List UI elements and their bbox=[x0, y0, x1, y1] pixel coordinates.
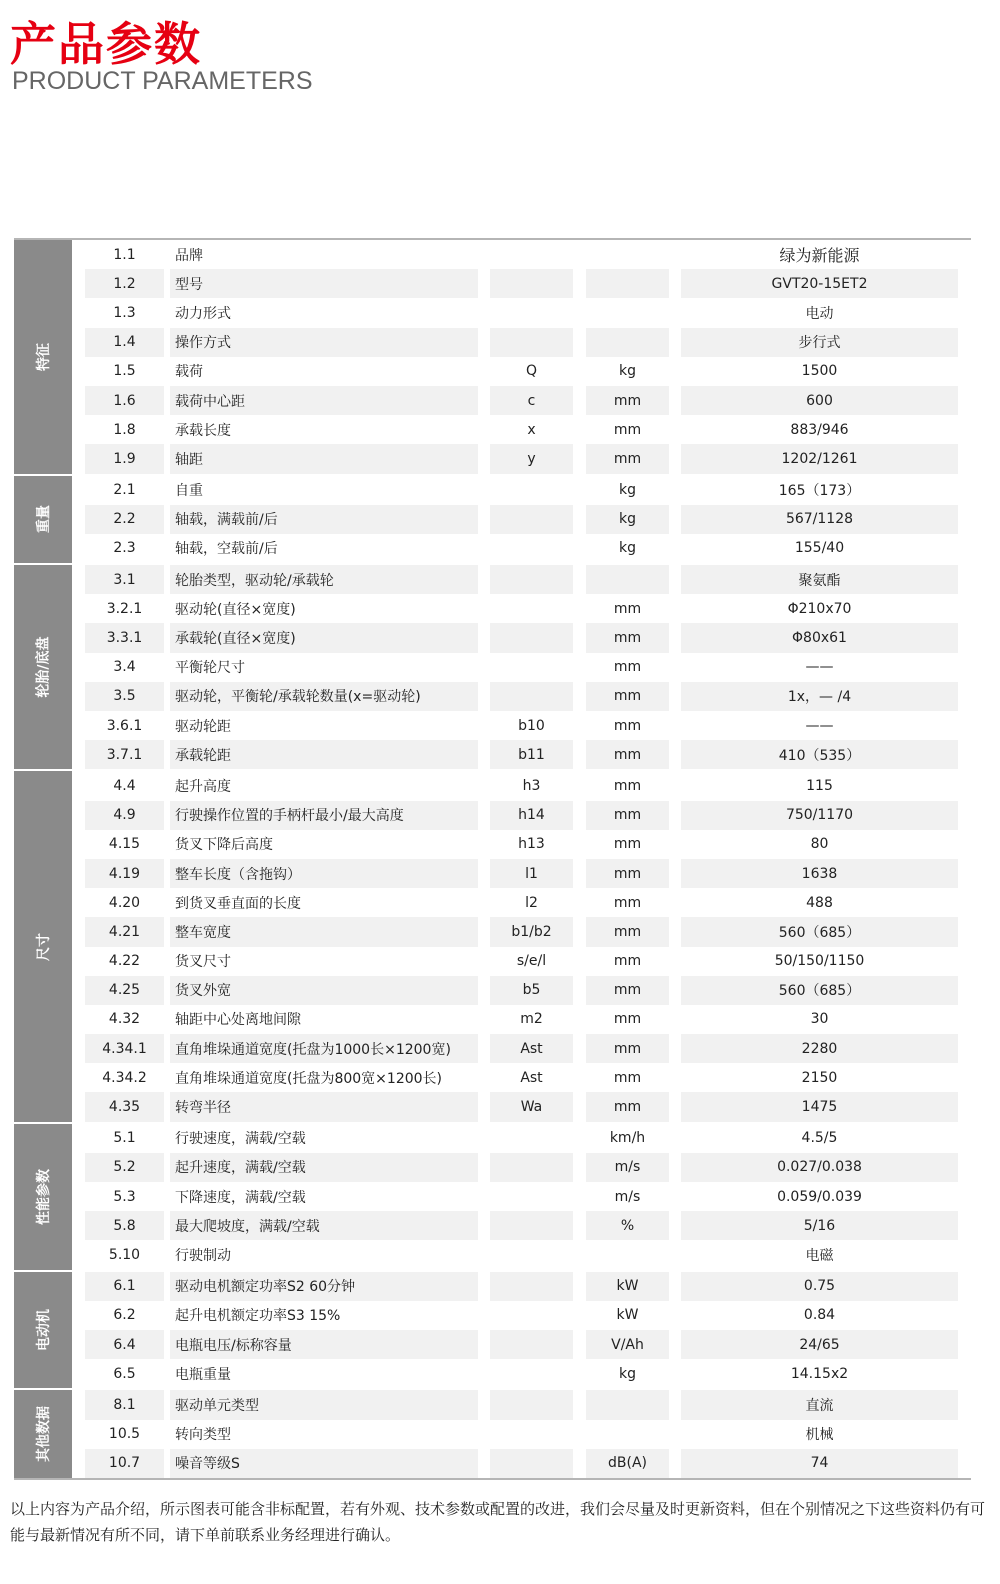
parameter-unit: mm bbox=[613, 1069, 642, 1086]
table-row bbox=[72, 240, 971, 269]
parameter-value: 600 bbox=[681, 386, 958, 415]
parameter-symbol: l1 bbox=[490, 859, 573, 888]
parameter-symbol bbox=[490, 1330, 573, 1359]
table-row bbox=[72, 1449, 971, 1478]
parameter-value: 80 bbox=[810, 836, 829, 853]
row-number: 4.9 bbox=[85, 801, 164, 830]
parameter-symbol: l2 bbox=[525, 894, 538, 911]
parameter-value: 115 bbox=[806, 777, 833, 794]
section-6 bbox=[14, 1388, 971, 1478]
parameter-unit bbox=[586, 1240, 669, 1269]
section-4 bbox=[14, 1122, 971, 1270]
table-row bbox=[72, 682, 971, 711]
parameter-value: 4.5/5 bbox=[801, 1130, 838, 1147]
parameter-name: 货叉外宽 bbox=[170, 976, 478, 1005]
parameter-name: 直角堆垛通道宽度(托盘为800宽×1200长) bbox=[175, 1070, 443, 1087]
parameter-name: 平衡轮尺寸 bbox=[175, 660, 245, 677]
parameter-symbol: h13 bbox=[518, 836, 545, 853]
parameter-symbol: h14 bbox=[490, 801, 573, 830]
parameter-unit: mm bbox=[613, 836, 642, 853]
parameter-unit: mm bbox=[586, 386, 669, 415]
parameter-symbol bbox=[490, 1420, 573, 1449]
parameter-symbol bbox=[490, 1390, 573, 1419]
table-row bbox=[72, 328, 971, 357]
section-label bbox=[14, 1272, 72, 1389]
parameter-unit: mm bbox=[613, 1011, 642, 1028]
parameter-name: 直角堆垛通道宽度(托盘为1000长×1200宽) bbox=[170, 1034, 478, 1063]
row-number: 1.2 bbox=[85, 269, 164, 298]
parameter-value: 绿为新能源 bbox=[779, 246, 860, 266]
parameter-symbol bbox=[490, 1272, 573, 1301]
table-row bbox=[72, 711, 971, 740]
parameter-name: 电瓶电压/标称容量 bbox=[170, 1330, 478, 1359]
row-number: 8.1 bbox=[85, 1390, 164, 1419]
parameter-name: 货叉下降后高度 bbox=[175, 837, 273, 854]
parameter-name: 载荷 bbox=[175, 364, 203, 381]
parameter-value: 电磁 bbox=[805, 1247, 834, 1264]
table-row bbox=[72, 594, 971, 623]
row-number: 5.10 bbox=[108, 1246, 141, 1263]
parameter-name: 整车长度（含拖钩） bbox=[170, 859, 478, 888]
table-row bbox=[72, 947, 971, 976]
parameter-name: 操作方式 bbox=[170, 328, 478, 357]
parameter-value: 电动 bbox=[805, 305, 834, 322]
parameter-unit: mm bbox=[613, 600, 642, 617]
parameter-symbol bbox=[490, 565, 573, 594]
parameter-symbol: b5 bbox=[490, 976, 573, 1005]
row-number: 1.9 bbox=[85, 444, 164, 473]
table-row bbox=[72, 1034, 971, 1063]
row-number: 4.25 bbox=[85, 976, 164, 1005]
table-row bbox=[72, 565, 971, 594]
parameter-name: 自重 bbox=[175, 483, 203, 500]
row-number: 6.5 bbox=[113, 1365, 136, 1382]
table-row bbox=[72, 1390, 971, 1419]
parameter-name: 承载轮(直径×宽度) bbox=[170, 623, 478, 652]
parameter-value: 1500 bbox=[801, 363, 838, 380]
parameter-unit bbox=[586, 298, 669, 327]
section-rows bbox=[72, 565, 971, 769]
parameter-name: 行驶速度，满载/空载 bbox=[175, 1131, 306, 1148]
parameter-symbol: m2 bbox=[520, 1011, 543, 1028]
parameter-name: 驱动轮(直径×宽度) bbox=[175, 601, 296, 618]
parameter-symbol bbox=[490, 1211, 573, 1240]
parameter-unit: mm bbox=[613, 894, 642, 911]
parameter-unit: mm bbox=[586, 623, 669, 652]
parameter-value: 750/1170 bbox=[681, 801, 958, 830]
parameter-value: 0.059/0.039 bbox=[777, 1188, 862, 1205]
parameter-unit: V/Ah bbox=[586, 1330, 669, 1359]
parameter-unit: mm bbox=[586, 682, 669, 711]
table-row bbox=[72, 1420, 971, 1449]
row-number: 6.1 bbox=[85, 1272, 164, 1301]
row-number: 5.3 bbox=[113, 1188, 136, 1205]
parameter-name: 下降速度，满载/空载 bbox=[175, 1189, 306, 1206]
parameter-symbol bbox=[490, 240, 573, 269]
parameter-symbol bbox=[490, 682, 573, 711]
section-label bbox=[14, 240, 72, 474]
row-number: 5.1 bbox=[113, 1130, 136, 1147]
section-label-text: 性能参数 bbox=[36, 1168, 52, 1225]
parameter-unit: mm bbox=[586, 740, 669, 769]
row-number: 6.4 bbox=[85, 1330, 164, 1359]
parameter-unit: mm bbox=[586, 859, 669, 888]
parameter-unit: mm bbox=[613, 659, 642, 676]
parameter-name: 到货叉垂直面的长度 bbox=[175, 895, 301, 912]
parameter-unit: mm bbox=[586, 976, 669, 1005]
parameter-unit: m/s bbox=[586, 1153, 669, 1182]
section-2 bbox=[14, 563, 971, 769]
parameter-value: 1x，— /4 bbox=[681, 682, 958, 711]
table-row bbox=[72, 444, 971, 473]
row-number: 4.4 bbox=[113, 777, 136, 794]
parameter-symbol: b1/b2 bbox=[490, 917, 573, 946]
table-row bbox=[72, 1330, 971, 1359]
parameter-unit: kg bbox=[619, 363, 636, 380]
parameter-value: 14.15x2 bbox=[790, 1365, 849, 1382]
parameter-name: 电瓶重量 bbox=[175, 1366, 231, 1383]
table-row bbox=[72, 740, 971, 769]
parameter-unit: mm bbox=[613, 953, 642, 970]
parameter-symbol bbox=[490, 505, 573, 534]
parameter-name: 最大爬坡度，满载/空载 bbox=[170, 1211, 478, 1240]
table-row bbox=[72, 830, 971, 859]
parameter-value: Φ210x70 bbox=[787, 600, 852, 617]
parameter-name: 行驶操作位置的手柄杆最小/最大高度 bbox=[170, 801, 478, 830]
parameter-unit bbox=[586, 565, 669, 594]
parameter-name: 承载长度 bbox=[175, 422, 231, 439]
table-row bbox=[72, 976, 971, 1005]
parameter-unit bbox=[586, 1390, 669, 1419]
table-row bbox=[72, 917, 971, 946]
section-label-text: 其他数据 bbox=[36, 1406, 52, 1463]
parameter-symbol bbox=[490, 298, 573, 327]
parameter-value: 聚氨酯 bbox=[681, 565, 958, 594]
parameter-unit: kW bbox=[586, 1272, 669, 1301]
parameter-unit: kg bbox=[619, 1365, 636, 1382]
row-number: 1.4 bbox=[85, 328, 164, 357]
table-row bbox=[72, 1153, 971, 1182]
section-label-text: 尺寸 bbox=[36, 932, 52, 961]
section-0 bbox=[14, 240, 971, 474]
section-5 bbox=[14, 1270, 971, 1389]
row-number: 1.5 bbox=[113, 363, 136, 380]
row-number: 4.34.1 bbox=[85, 1034, 164, 1063]
table-row bbox=[72, 476, 971, 505]
table-row bbox=[72, 623, 971, 652]
parameter-symbol: c bbox=[490, 386, 573, 415]
parameter-value: 0.027/0.038 bbox=[681, 1153, 958, 1182]
parameter-value: 1475 bbox=[681, 1092, 958, 1121]
parameter-name: 起升速度，满载/空载 bbox=[170, 1153, 478, 1182]
parameter-name: 驱动轮，平衡轮/承载轮数量(x=驱动轮) bbox=[170, 682, 478, 711]
parameter-value: Φ80x61 bbox=[681, 623, 958, 652]
parameter-unit bbox=[586, 328, 669, 357]
parameter-value: 24/65 bbox=[681, 1330, 958, 1359]
parameter-unit: mm bbox=[613, 777, 642, 794]
parameter-value: 2150 bbox=[801, 1069, 838, 1086]
parameter-value: 5/16 bbox=[681, 1211, 958, 1240]
parameter-value: —— bbox=[805, 717, 834, 734]
row-number: 3.1 bbox=[85, 565, 164, 594]
parameter-name: 噪音等级S bbox=[170, 1449, 478, 1478]
section-rows bbox=[72, 1124, 971, 1270]
table-row bbox=[72, 1211, 971, 1240]
table-row bbox=[72, 386, 971, 415]
parameter-symbol bbox=[490, 328, 573, 357]
parameter-symbol: Q bbox=[525, 363, 538, 380]
section-label bbox=[14, 1124, 72, 1270]
section-rows bbox=[72, 240, 971, 474]
parameter-symbol bbox=[490, 1449, 573, 1478]
section-label bbox=[14, 1390, 72, 1478]
parameter-name: 轴距 bbox=[170, 444, 478, 473]
table-row bbox=[72, 415, 971, 444]
section-label-text: 特征 bbox=[36, 342, 52, 371]
row-number: 4.35 bbox=[85, 1092, 164, 1121]
parameter-value: 2280 bbox=[681, 1034, 958, 1063]
row-number: 4.15 bbox=[108, 836, 141, 853]
row-number: 5.8 bbox=[85, 1211, 164, 1240]
page-title: 产品参数 bbox=[10, 17, 202, 71]
parameter-name: 驱动单元类型 bbox=[170, 1390, 478, 1419]
table-row bbox=[72, 298, 971, 327]
parameter-unit: mm bbox=[613, 421, 642, 438]
parameter-unit: m/s bbox=[614, 1188, 641, 1205]
parameter-symbol bbox=[490, 1182, 573, 1211]
table-row bbox=[72, 1182, 971, 1211]
parameter-name: 转弯半径 bbox=[170, 1092, 478, 1121]
parameter-value: 1638 bbox=[681, 859, 958, 888]
parameter-value: 488 bbox=[806, 894, 833, 911]
parameter-value: 883/946 bbox=[790, 421, 849, 438]
row-number: 6.2 bbox=[113, 1307, 136, 1324]
table-row bbox=[72, 888, 971, 917]
table-row bbox=[72, 505, 971, 534]
parameter-name: 动力形式 bbox=[175, 305, 231, 322]
parameter-symbol bbox=[490, 1153, 573, 1182]
parameter-value: 567/1128 bbox=[681, 505, 958, 534]
parameter-unit: mm bbox=[586, 1092, 669, 1121]
parameter-symbol: h3 bbox=[522, 777, 541, 794]
parameter-unit: % bbox=[586, 1211, 669, 1240]
row-number: 4.32 bbox=[108, 1011, 141, 1028]
parameter-value: 560（685） bbox=[681, 976, 958, 1005]
row-number: 1.6 bbox=[85, 386, 164, 415]
parameter-value: 50/150/1150 bbox=[774, 953, 865, 970]
parameter-name: 轴载，空载前/后 bbox=[175, 541, 278, 558]
row-number: 3.2.1 bbox=[106, 600, 143, 617]
parameter-symbol: b10 bbox=[518, 717, 545, 734]
parameter-value: 560（685） bbox=[681, 917, 958, 946]
parameter-symbol: s/e/l bbox=[516, 953, 547, 970]
parameter-name: 载荷中心距 bbox=[170, 386, 478, 415]
parameter-symbol: b11 bbox=[490, 740, 573, 769]
parameter-symbol: y bbox=[490, 444, 573, 473]
table-row bbox=[72, 357, 971, 386]
parameter-value: 410（535） bbox=[681, 740, 958, 769]
parameter-unit: mm bbox=[586, 1034, 669, 1063]
parameter-value: —— bbox=[805, 659, 834, 676]
parameter-name: 轮胎类型，驱动轮/承载轮 bbox=[170, 565, 478, 594]
parameter-value: 直流 bbox=[681, 1390, 958, 1419]
table-row bbox=[72, 1301, 971, 1330]
table-row bbox=[72, 801, 971, 830]
parameter-value: 74 bbox=[681, 1449, 958, 1478]
row-number: 1.8 bbox=[113, 421, 136, 438]
row-number: 5.2 bbox=[85, 1153, 164, 1182]
table-row bbox=[72, 1124, 971, 1153]
row-number: 1.3 bbox=[113, 304, 136, 321]
row-number: 4.19 bbox=[85, 859, 164, 888]
parameter-unit bbox=[586, 240, 669, 269]
table-row bbox=[72, 1359, 971, 1388]
parameter-unit: mm bbox=[586, 801, 669, 830]
row-number: 10.5 bbox=[108, 1426, 141, 1443]
row-number: 3.4 bbox=[113, 659, 136, 676]
parameter-symbol: x bbox=[527, 421, 536, 438]
parameter-name: 型号 bbox=[170, 269, 478, 298]
parameter-symbol bbox=[490, 1359, 573, 1388]
parameter-symbol bbox=[490, 1301, 573, 1330]
section-label-text: 轮胎/底盘 bbox=[36, 636, 52, 698]
parameter-value: 155/40 bbox=[794, 540, 845, 557]
parameter-value: 步行式 bbox=[681, 328, 958, 357]
parameter-symbol: Ast bbox=[520, 1069, 543, 1086]
parameter-name: 起升高度 bbox=[175, 778, 231, 795]
section-rows bbox=[72, 1272, 971, 1389]
parameter-symbol bbox=[490, 1240, 573, 1269]
parameter-name: 行驶制动 bbox=[175, 1247, 231, 1264]
parameter-unit: kg bbox=[586, 505, 669, 534]
parameter-unit: mm bbox=[613, 717, 642, 734]
parameter-unit: km/h bbox=[609, 1130, 646, 1147]
parameter-name: 承载轮距 bbox=[170, 740, 478, 769]
parameter-value: 30 bbox=[810, 1011, 829, 1028]
parameter-name: 转向类型 bbox=[175, 1427, 231, 1444]
parameter-value: GVT20-15ET2 bbox=[681, 269, 958, 298]
parameter-unit: kg bbox=[619, 540, 636, 557]
section-rows bbox=[72, 476, 971, 564]
parameter-name: 驱动轮距 bbox=[175, 718, 231, 735]
parameter-name: 驱动电机额定功率S2 60分钟 bbox=[170, 1272, 478, 1301]
parameter-value: 0.75 bbox=[681, 1272, 958, 1301]
parameter-name: 起升电机额定功率S3 15% bbox=[175, 1308, 341, 1325]
parameter-symbol: Wa bbox=[490, 1092, 573, 1121]
section-rows bbox=[72, 1390, 971, 1478]
section-label-text: 电动机 bbox=[36, 1308, 52, 1351]
parameter-value: 0.84 bbox=[803, 1307, 836, 1324]
parameter-unit bbox=[586, 1420, 669, 1449]
table-row bbox=[72, 1272, 971, 1301]
row-number: 4.34.2 bbox=[102, 1069, 147, 1086]
row-number: 4.20 bbox=[108, 894, 141, 911]
parameter-symbol bbox=[490, 594, 573, 623]
section-rows bbox=[72, 771, 971, 1121]
parameter-symbol bbox=[490, 534, 573, 563]
parameter-symbol bbox=[490, 1124, 573, 1153]
parameter-unit bbox=[586, 269, 669, 298]
page-subtitle: PRODUCT PARAMETERS bbox=[12, 67, 313, 95]
row-number: 3.5 bbox=[85, 682, 164, 711]
footer-note: 以上内容为产品介绍，所示图表可能含非标配置，若有外观、技术参数或配置的改进，我们会尽量及时更新资料，但在个别情况之下这些资料仍有可能与最新情况有所不同，请下单前联系业务经理进行确认。 bbox=[10, 1500, 986, 1544]
parameter-symbol bbox=[490, 653, 573, 682]
section-label bbox=[14, 476, 72, 564]
parameter-unit: mm bbox=[586, 444, 669, 473]
row-number: 3.6.1 bbox=[106, 717, 143, 734]
row-number: 4.21 bbox=[85, 917, 164, 946]
section-label bbox=[14, 771, 72, 1121]
row-number: 2.1 bbox=[113, 482, 136, 499]
parameter-name: 整车宽度 bbox=[170, 917, 478, 946]
section-label bbox=[14, 565, 72, 769]
table-row bbox=[72, 859, 971, 888]
table-row bbox=[72, 1240, 971, 1269]
parameter-symbol bbox=[490, 623, 573, 652]
parameter-name: 轴载，满载前/后 bbox=[170, 505, 478, 534]
parameter-unit: dB(A) bbox=[586, 1449, 669, 1478]
table-row bbox=[72, 771, 971, 800]
parameter-name: 轴距中心处离地间隙 bbox=[175, 1012, 301, 1029]
table-row bbox=[72, 1005, 971, 1034]
parameter-value: 165（173） bbox=[778, 483, 861, 500]
row-number: 3.3.1 bbox=[85, 623, 164, 652]
row-number: 4.22 bbox=[108, 953, 141, 970]
row-number: 2.3 bbox=[113, 540, 136, 557]
parameter-symbol bbox=[490, 269, 573, 298]
parameter-symbol: Ast bbox=[490, 1034, 573, 1063]
row-number: 2.2 bbox=[85, 505, 164, 534]
parameter-unit: kW bbox=[616, 1307, 639, 1324]
parameter-value: 1202/1261 bbox=[681, 444, 958, 473]
table-row bbox=[72, 653, 971, 682]
table-row bbox=[72, 534, 971, 563]
parameter-symbol bbox=[490, 476, 573, 505]
spec-table bbox=[14, 238, 971, 1480]
table-row bbox=[72, 1092, 971, 1121]
row-number: 3.7.1 bbox=[85, 740, 164, 769]
row-number: 10.7 bbox=[85, 1449, 164, 1478]
row-number: 1.1 bbox=[113, 246, 136, 263]
parameter-name: 货叉尺寸 bbox=[175, 954, 231, 971]
table-row bbox=[72, 1063, 971, 1092]
parameter-value: 机械 bbox=[805, 1427, 834, 1444]
parameter-unit: kg bbox=[619, 482, 636, 499]
parameter-name: 品牌 bbox=[175, 247, 203, 264]
section-label-text: 重量 bbox=[36, 505, 52, 534]
parameter-unit: mm bbox=[586, 917, 669, 946]
section-1 bbox=[14, 474, 971, 564]
section-3 bbox=[14, 769, 971, 1121]
table-row bbox=[72, 269, 971, 298]
